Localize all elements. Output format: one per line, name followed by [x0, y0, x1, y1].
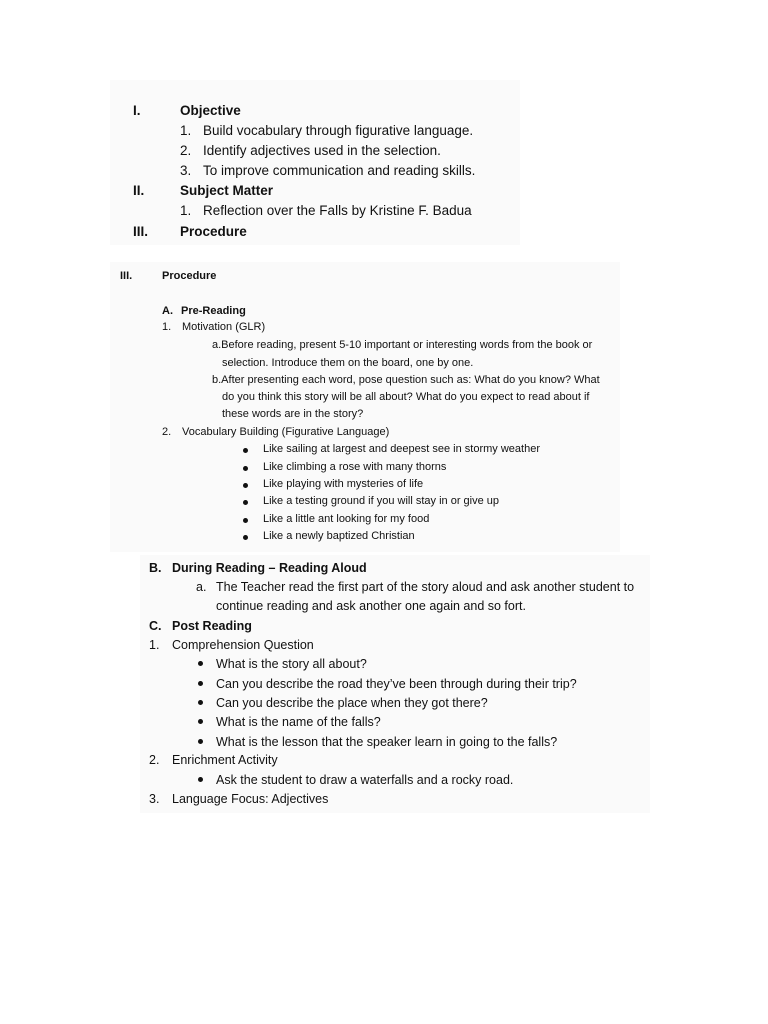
bullet-icon: [243, 535, 248, 540]
bullet-icon: [243, 500, 248, 505]
objective-item: Build vocabulary through figurative language.: [203, 123, 474, 138]
subject-item: Reflection over the Falls by Kristine F. Badua: [203, 203, 472, 218]
bullet-icon: [243, 518, 248, 523]
bullet-icon: [198, 681, 203, 686]
objective-item: To improve communication and reading skills.: [203, 163, 476, 178]
subject-number: 1.: [180, 203, 192, 218]
motivation-line: selection. Introduce them on the board, one by one.: [222, 357, 474, 369]
figurative-bullet: Like a little ant looking for my food: [263, 513, 430, 525]
pre-reading-heading: Pre-Reading: [181, 305, 246, 317]
comprehension-number: 1.: [149, 638, 160, 652]
bullet-icon: [198, 777, 203, 782]
bullet-icon: [243, 466, 248, 471]
bullet-icon: [243, 483, 248, 488]
motivation-item: Motivation (GLR): [182, 321, 266, 333]
motivation-number: 1.: [162, 321, 172, 333]
pre-reading-letter: A.: [162, 305, 173, 317]
objective-number: 1.: [180, 123, 192, 138]
objective-heading: Objective: [180, 103, 241, 118]
comprehension-heading: Comprehension Question: [172, 638, 314, 652]
motivation-line: do you think this story will be all about? What do you expect to read about if: [222, 391, 590, 403]
question-item: What is the story all about?: [216, 657, 367, 671]
objective-item: Identify adjectives used in the selection.: [203, 143, 441, 158]
language-focus-number: 3.: [149, 792, 160, 806]
figurative-bullet: Like a newly baptized Christian: [263, 530, 415, 542]
bullet-icon: [198, 739, 203, 744]
roman-numeral-i: I.: [133, 103, 141, 118]
vocabulary-item: Vocabulary Building (Figurative Language): [182, 426, 390, 438]
language-focus-heading: Language Focus: Adjectives: [172, 792, 329, 806]
objective-number: 2.: [180, 143, 192, 158]
bullet-icon: [198, 719, 203, 724]
question-item: Can you describe the place when they got there?: [216, 696, 488, 710]
bullet-icon: [198, 661, 203, 666]
roman-numeral-ii: II.: [133, 183, 145, 198]
motivation-line: a.Before reading, present 5-10 important or interesting words from the book or: [212, 339, 593, 351]
question-item: What is the lesson that the speaker learn in going to the falls?: [216, 735, 558, 749]
during-reading-heading: During Reading – Reading Aloud: [172, 561, 367, 575]
procedure-heading: Procedure: [162, 270, 217, 282]
figurative-bullet: Like playing with mysteries of life: [263, 478, 424, 490]
roman-numeral-iii: III.: [133, 224, 149, 239]
question-item: What is the name of the falls?: [216, 715, 381, 729]
enrichment-heading: Enrichment Activity: [172, 753, 278, 767]
vocabulary-number: 2.: [162, 426, 172, 438]
bullet-icon: [243, 448, 248, 453]
post-reading-letter: C.: [149, 619, 162, 633]
during-reading-item-letter: a.: [196, 580, 207, 594]
question-item: Can you describe the road they’ve been through during their trip?: [216, 677, 577, 691]
post-reading-heading: Post Reading: [172, 619, 252, 633]
enrichment-number: 2.: [149, 753, 160, 767]
subject-matter-heading: Subject Matter: [180, 183, 274, 198]
motivation-line: these words are in the story?: [222, 408, 364, 420]
during-reading-line: continue reading and ask another one again and so fort.: [216, 599, 526, 613]
bullet-icon: [198, 700, 203, 705]
during-reading-line: The Teacher read the first part of the story aloud and ask another student to: [216, 580, 635, 594]
enrichment-item: Ask the student to draw a waterfalls and a rocky road.: [216, 773, 514, 787]
roman-numeral-iii: III.: [120, 270, 133, 282]
objective-number: 3.: [180, 163, 192, 178]
motivation-line: b.After presenting each word, pose question such as: What do you know? What: [212, 374, 600, 386]
procedure-heading: Procedure: [180, 224, 247, 239]
figurative-bullet: Like sailing at largest and deepest see in stormy weather: [263, 443, 540, 455]
figurative-bullet: Like a testing ground if you will stay in or give up: [263, 495, 500, 507]
during-reading-letter: B.: [149, 561, 162, 575]
figurative-bullet: Like climbing a rose with many thorns: [263, 461, 447, 473]
